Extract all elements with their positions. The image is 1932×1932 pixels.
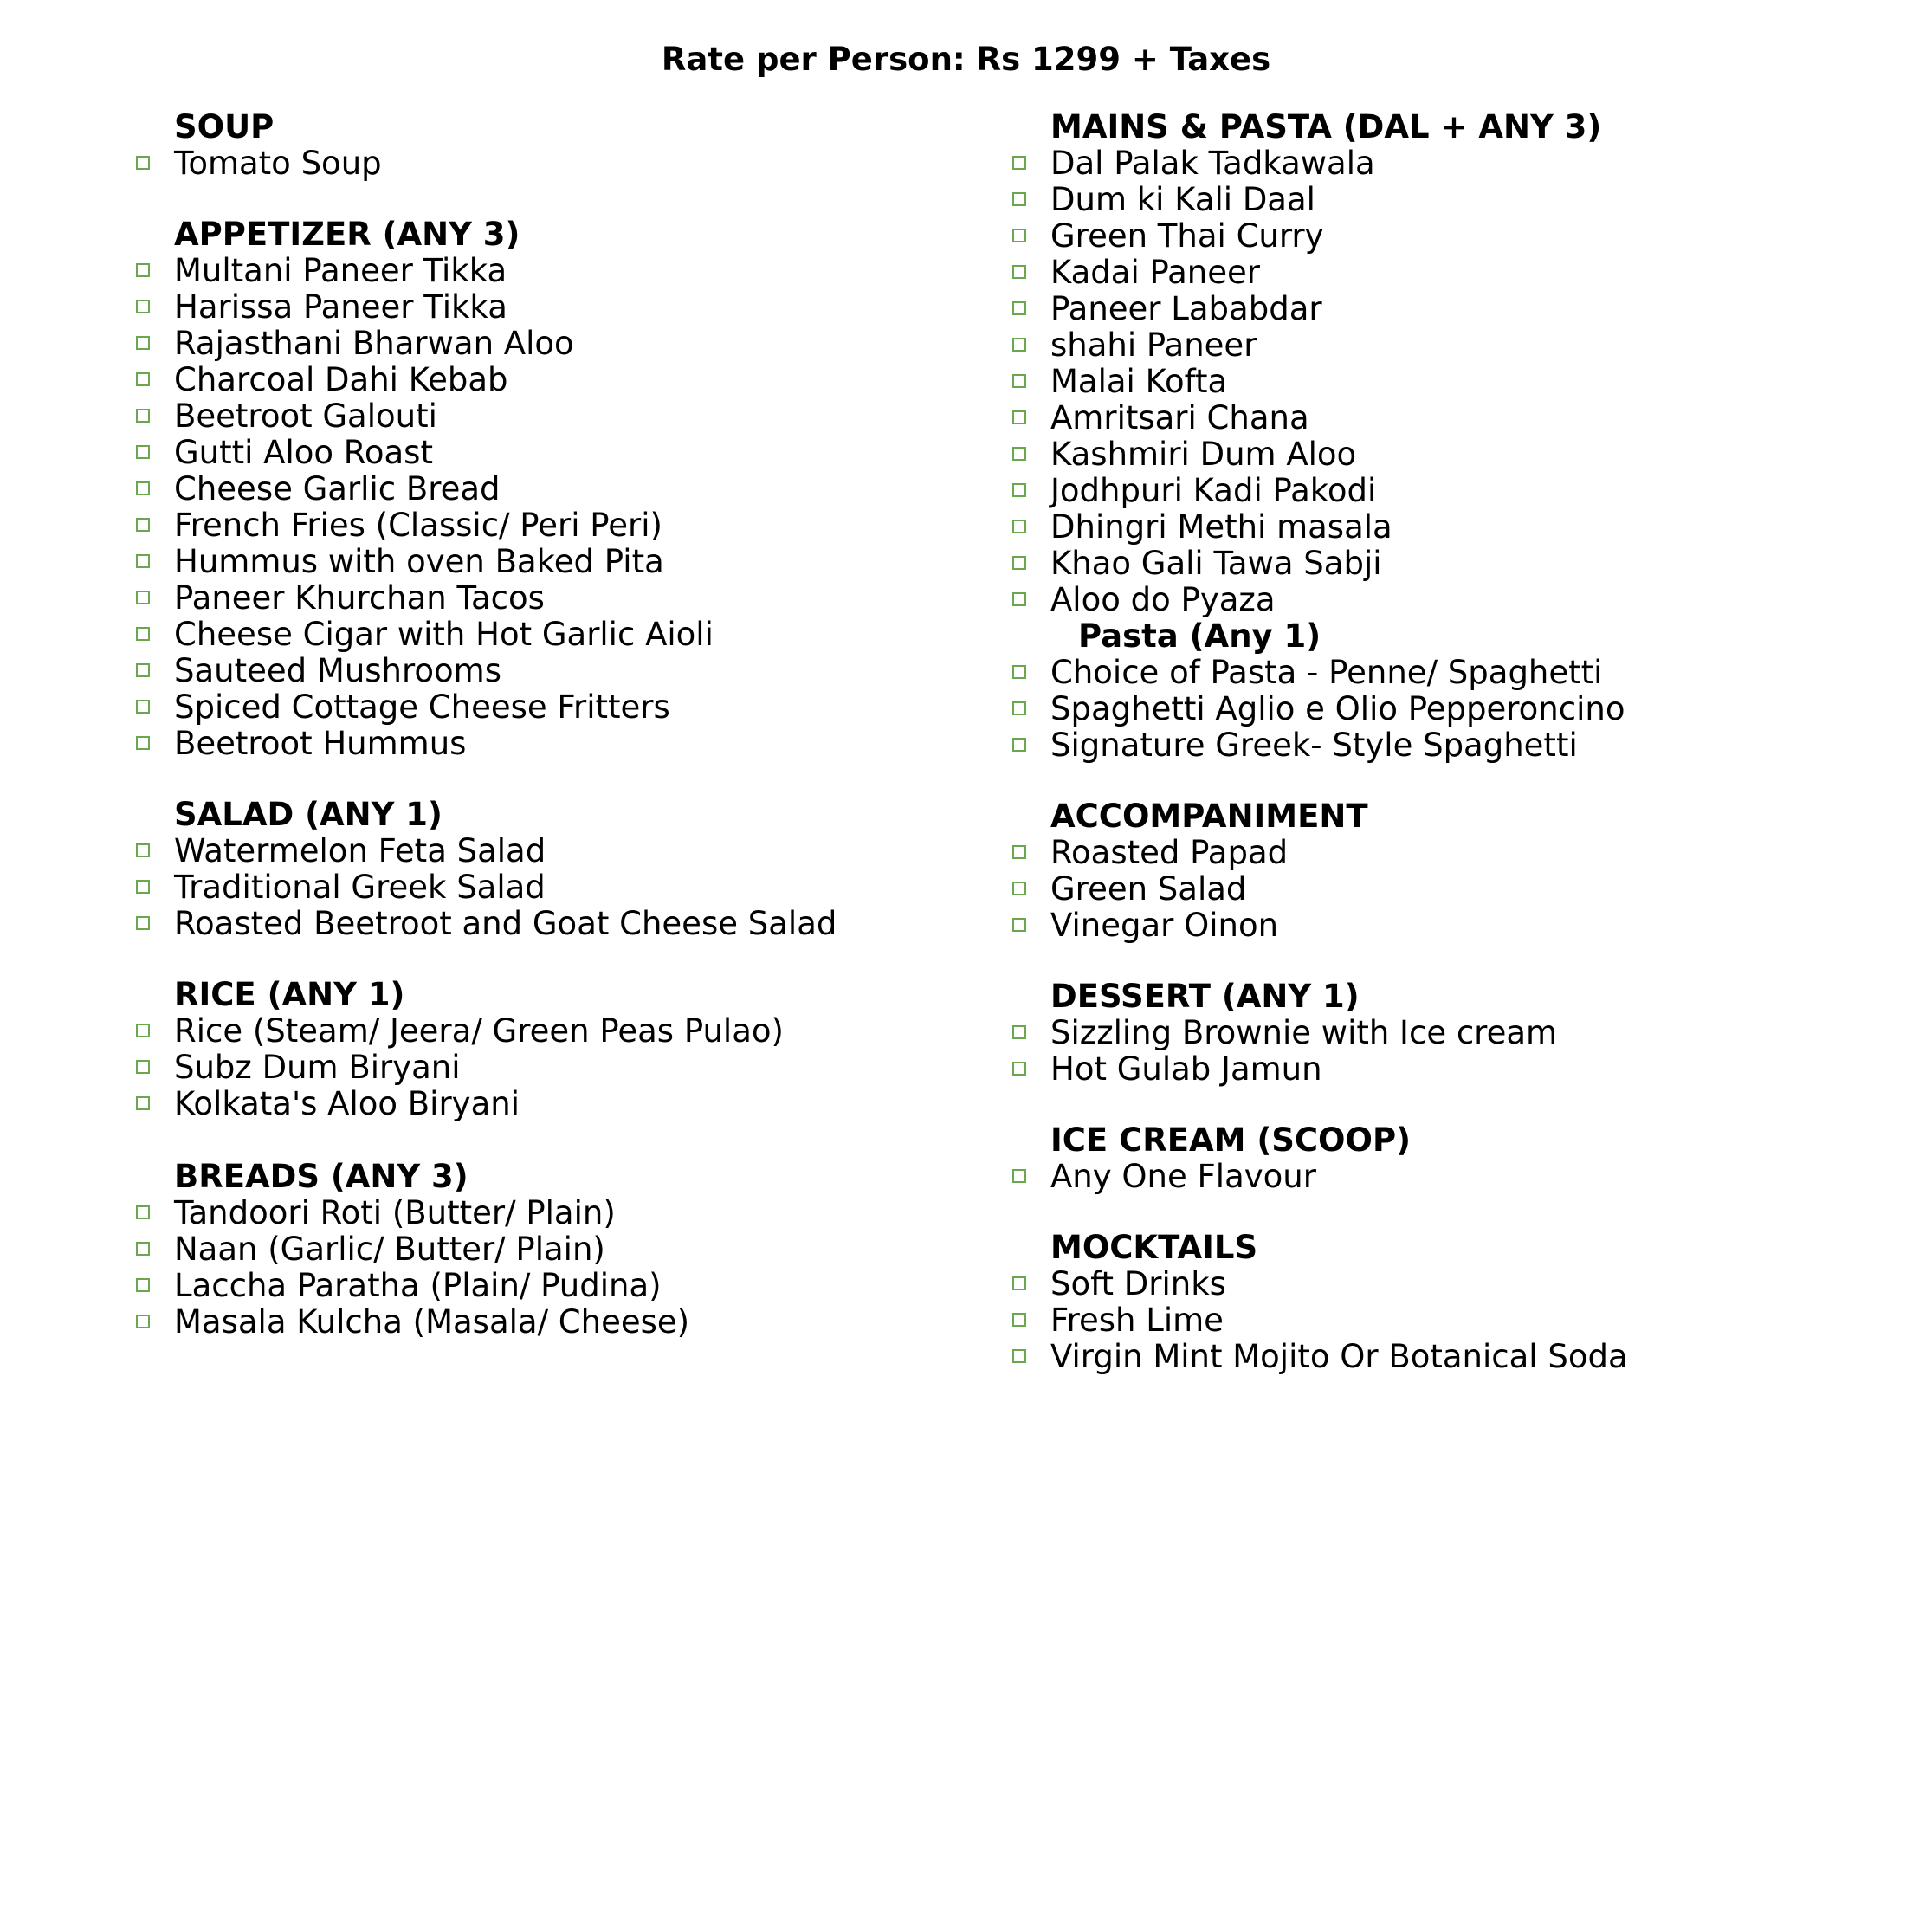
- list-item-label: Watermelon Feta Salad: [174, 832, 546, 869]
- checkbox-bullet-icon: [1012, 1062, 1026, 1076]
- list-item-label: Jodhpuri Kadi Pakodi: [1050, 472, 1377, 509]
- list-item: [131, 435, 997, 471]
- checkbox-bullet-icon: [136, 1242, 150, 1256]
- list-salad: [131, 833, 997, 942]
- list-item-label: Tomato Soup: [174, 145, 382, 182]
- list-item: [1007, 400, 1873, 436]
- section-soup: [131, 109, 997, 182]
- list-rice: [131, 1013, 997, 1122]
- section-mocktails: [1007, 1230, 1873, 1375]
- list-item-label: Signature Greek- Style Spaghetti: [1050, 727, 1578, 764]
- list-item-label: Soft Drinks: [1050, 1265, 1226, 1302]
- checkbox-bullet-icon: [136, 445, 150, 459]
- list-item-label: Dum ki Kali Daal: [1050, 181, 1315, 218]
- list-item: [1007, 182, 1873, 218]
- list-item-label: Dal Palak Tadkawala: [1050, 145, 1375, 182]
- section-title-icecream: ICE CREAM (SCOOP): [1050, 1121, 1411, 1159]
- list-item: [131, 362, 997, 398]
- list-accompaniment: [1007, 835, 1873, 944]
- checkbox-bullet-icon: [1012, 483, 1026, 497]
- list-item-label: Cheese Garlic Bread: [174, 470, 501, 507]
- list-item-label: Sauteed Mushrooms: [174, 652, 501, 689]
- section-title-breads: BREADS (ANY 3): [174, 1158, 468, 1195]
- list-item: [131, 1231, 997, 1268]
- list-item-label: Spiced Cottage Cheese Fritters: [174, 688, 670, 726]
- list-item: [131, 1086, 997, 1122]
- list-item: [131, 544, 997, 580]
- list-item: [131, 653, 997, 689]
- checkbox-bullet-icon: [136, 1060, 150, 1074]
- checkbox-bullet-icon: [1012, 229, 1026, 242]
- list-item-label: Amritsari Chana: [1050, 399, 1309, 436]
- checkbox-bullet-icon: [1012, 592, 1026, 606]
- checkbox-bullet-icon: [136, 591, 150, 604]
- section-title-accompaniment: ACCOMPANIMENT: [1050, 798, 1368, 835]
- section-mains: [1007, 109, 1873, 764]
- list-item: [131, 253, 997, 289]
- list-item-label: Laccha Paratha (Plain/ Pudina): [174, 1267, 662, 1304]
- list-item: [131, 869, 997, 906]
- checkbox-bullet-icon: [136, 263, 150, 277]
- checkbox-bullet-icon: [1012, 556, 1026, 570]
- list-item-label: Beetroot Hummus: [174, 725, 467, 762]
- section-dessert: [1007, 979, 1873, 1088]
- list-item: [131, 1268, 997, 1304]
- checkbox-bullet-icon: [136, 843, 150, 857]
- list-item: [131, 726, 997, 762]
- checkbox-bullet-icon: [1012, 1169, 1026, 1183]
- list-item-label: shahi Paneer: [1050, 326, 1257, 364]
- list-item-label: Tandoori Roti (Butter/ Plain): [174, 1194, 616, 1231]
- checkbox-bullet-icon: [1012, 1276, 1026, 1290]
- list-item-label: Green Thai Curry: [1050, 217, 1324, 255]
- list-soup: [131, 145, 997, 182]
- list-item: [131, 906, 997, 942]
- section-title-salad: SALAD (ANY 1): [174, 796, 443, 833]
- checkbox-bullet-icon: [1012, 738, 1026, 752]
- list-item: [1007, 509, 1873, 546]
- list-mains: [1007, 145, 1873, 618]
- checkbox-bullet-icon: [1012, 665, 1026, 679]
- list-item: [131, 580, 997, 617]
- list-item: [1007, 691, 1873, 727]
- list-item: [131, 289, 997, 326]
- list-breads: [131, 1195, 997, 1341]
- list-item: [1007, 255, 1873, 291]
- list-item: [131, 689, 997, 726]
- list-item-label: Dhingri Methi masala: [1050, 508, 1392, 546]
- section-rice: [131, 977, 997, 1122]
- list-item: [131, 1195, 997, 1231]
- section-icecream: [1007, 1122, 1873, 1195]
- section-accompaniment: [1007, 798, 1873, 944]
- list-item: [131, 1050, 997, 1086]
- list-item-label: Green Salad: [1050, 870, 1247, 908]
- checkbox-bullet-icon: [136, 372, 150, 386]
- checkbox-bullet-icon: [136, 409, 150, 423]
- list-item-label: Kashmiri Dum Aloo: [1050, 436, 1357, 473]
- section-salad: [131, 797, 997, 942]
- list-item: [1007, 1015, 1873, 1051]
- checkbox-bullet-icon: [1012, 192, 1026, 206]
- checkbox-bullet-icon: [136, 1024, 150, 1037]
- list-item-label: Aloo do Pyaza: [1050, 581, 1276, 618]
- checkbox-bullet-icon: [136, 481, 150, 495]
- list-item-label: Cheese Cigar with Hot Garlic Aioli: [174, 616, 714, 653]
- list-item: [131, 326, 997, 362]
- section-title-mains: MAINS & PASTA (DAL + ANY 3): [1050, 108, 1602, 145]
- list-item: [1007, 908, 1873, 944]
- section-breads: [131, 1159, 997, 1341]
- checkbox-bullet-icon: [136, 700, 150, 714]
- list-item: [1007, 436, 1873, 473]
- checkbox-bullet-icon: [136, 627, 150, 641]
- section-title-pasta: Pasta (Any 1): [1078, 617, 1321, 655]
- checkbox-bullet-icon: [1012, 338, 1026, 352]
- list-item-label: Beetroot Galouti: [174, 397, 437, 435]
- list-item-label: Subz Dum Biryani: [174, 1049, 461, 1086]
- checkbox-bullet-icon: [136, 1278, 150, 1292]
- checkbox-bullet-icon: [1012, 918, 1026, 932]
- checkbox-bullet-icon: [136, 880, 150, 894]
- list-item-label: Roasted Beetroot and Goat Cheese Salad: [174, 905, 837, 942]
- list-item-label: Harissa Paneer Tikka: [174, 288, 507, 326]
- list-item: [1007, 546, 1873, 582]
- checkbox-bullet-icon: [1012, 374, 1026, 388]
- list-item: [1007, 655, 1873, 691]
- list-item: [1007, 1159, 1873, 1195]
- list-item: [131, 1013, 997, 1050]
- list-appetizer: [131, 253, 997, 762]
- checkbox-bullet-icon: [136, 1205, 150, 1219]
- list-item-label: Virgin Mint Mojito Or Botanical Soda: [1050, 1338, 1628, 1375]
- list-item-label: Choice of Pasta - Penne/ Spaghetti: [1050, 654, 1603, 691]
- checkbox-bullet-icon: [1012, 1313, 1026, 1327]
- list-item-label: Roasted Papad: [1050, 834, 1289, 871]
- list-item: [1007, 582, 1873, 618]
- list-item: [1007, 835, 1873, 871]
- checkbox-bullet-icon: [136, 916, 150, 930]
- checkbox-bullet-icon: [1012, 520, 1026, 533]
- list-item-label: Rajasthani Bharwan Aloo: [174, 325, 574, 362]
- list-item-label: Hot Gulab Jamun: [1050, 1050, 1322, 1088]
- list-item: [131, 471, 997, 507]
- list-item-label: Hummus with oven Baked Pita: [174, 543, 664, 580]
- list-item: [1007, 291, 1873, 327]
- checkbox-bullet-icon: [1012, 410, 1026, 424]
- checkbox-bullet-icon: [136, 1315, 150, 1328]
- list-item-label: Kolkata's Aloo Biryani: [174, 1085, 520, 1122]
- list-item-label: Naan (Garlic/ Butter/ Plain): [174, 1231, 605, 1268]
- checkbox-bullet-icon: [1012, 1349, 1026, 1363]
- checkbox-bullet-icon: [136, 663, 150, 677]
- rate-per-person: Rate per Person: Rs 1299 + Taxes: [661, 41, 1271, 78]
- list-item: [1007, 327, 1873, 364]
- list-item-label: Khao Gali Tawa Sabji: [1050, 545, 1382, 582]
- list-item-label: Masala Kulcha (Masala/ Cheese): [174, 1303, 690, 1341]
- section-title-rice: RICE (ANY 1): [174, 976, 405, 1013]
- checkbox-bullet-icon: [136, 518, 150, 532]
- list-item: [1007, 1051, 1873, 1088]
- list-item-label: Vinegar Oinon: [1050, 907, 1279, 944]
- checkbox-bullet-icon: [1012, 447, 1026, 461]
- list-item-label: Traditional Greek Salad: [174, 869, 546, 906]
- list-pasta: [1007, 655, 1873, 764]
- list-item-label: Fresh Lime: [1050, 1302, 1224, 1339]
- list-mocktails: [1007, 1266, 1873, 1375]
- list-item: [1007, 1266, 1873, 1302]
- left-column: [131, 109, 997, 1341]
- list-item: [131, 398, 997, 435]
- list-item-label: Spaghetti Aglio e Olio Pepperoncino: [1050, 690, 1625, 727]
- checkbox-bullet-icon: [136, 156, 150, 170]
- list-item: [1007, 473, 1873, 509]
- list-dessert: [1007, 1015, 1873, 1088]
- list-item-label: Gutti Aloo Roast: [174, 434, 433, 471]
- list-item: [1007, 727, 1873, 764]
- list-item: [1007, 364, 1873, 400]
- list-item: [131, 833, 997, 869]
- list-item: [131, 1304, 997, 1341]
- checkbox-bullet-icon: [1012, 156, 1026, 170]
- section-title-dessert: DESSERT (ANY 1): [1050, 978, 1360, 1015]
- section-title-soup: SOUP: [174, 108, 275, 145]
- checkbox-bullet-icon: [136, 554, 150, 568]
- checkbox-bullet-icon: [1012, 882, 1026, 895]
- list-item-label: Charcoal Dahi Kebab: [174, 361, 508, 398]
- list-item: [1007, 1339, 1873, 1375]
- checkbox-bullet-icon: [136, 300, 150, 313]
- checkbox-bullet-icon: [1012, 845, 1026, 859]
- list-item: [1007, 1302, 1873, 1339]
- list-icecream: [1007, 1159, 1873, 1195]
- list-item: [131, 617, 997, 653]
- list-item-label: Sizzling Brownie with Ice cream: [1050, 1014, 1558, 1051]
- list-item-label: French Fries (Classic/ Peri Peri): [174, 507, 662, 544]
- checkbox-bullet-icon: [136, 336, 150, 350]
- checkbox-bullet-icon: [136, 1096, 150, 1110]
- section-title-appetizer: APPETIZER (ANY 3): [174, 216, 520, 253]
- right-column: [1007, 109, 1873, 1375]
- list-item-label: Paneer Khurchan Tacos: [174, 579, 545, 617]
- list-item: [1007, 218, 1873, 255]
- list-item: [1007, 871, 1873, 908]
- section-title-mocktails: MOCKTAILS: [1050, 1229, 1258, 1266]
- section-appetizer: [131, 216, 997, 762]
- list-item-label: Any One Flavour: [1050, 1158, 1316, 1195]
- list-item-label: Malai Kofta: [1050, 363, 1228, 400]
- checkbox-bullet-icon: [1012, 1025, 1026, 1039]
- checkbox-bullet-icon: [1012, 265, 1026, 279]
- list-item-label: Paneer Lababdar: [1050, 290, 1322, 327]
- list-item-label: Rice (Steam/ Jeera/ Green Peas Pulao): [174, 1012, 784, 1050]
- checkbox-bullet-icon: [136, 736, 150, 750]
- list-item: [131, 507, 997, 544]
- list-item-label: Kadai Paneer: [1050, 254, 1260, 291]
- list-item-label: Multani Paneer Tikka: [174, 252, 507, 289]
- list-item: [1007, 145, 1873, 182]
- list-item: [131, 145, 997, 182]
- checkbox-bullet-icon: [1012, 301, 1026, 315]
- checkbox-bullet-icon: [1012, 701, 1026, 715]
